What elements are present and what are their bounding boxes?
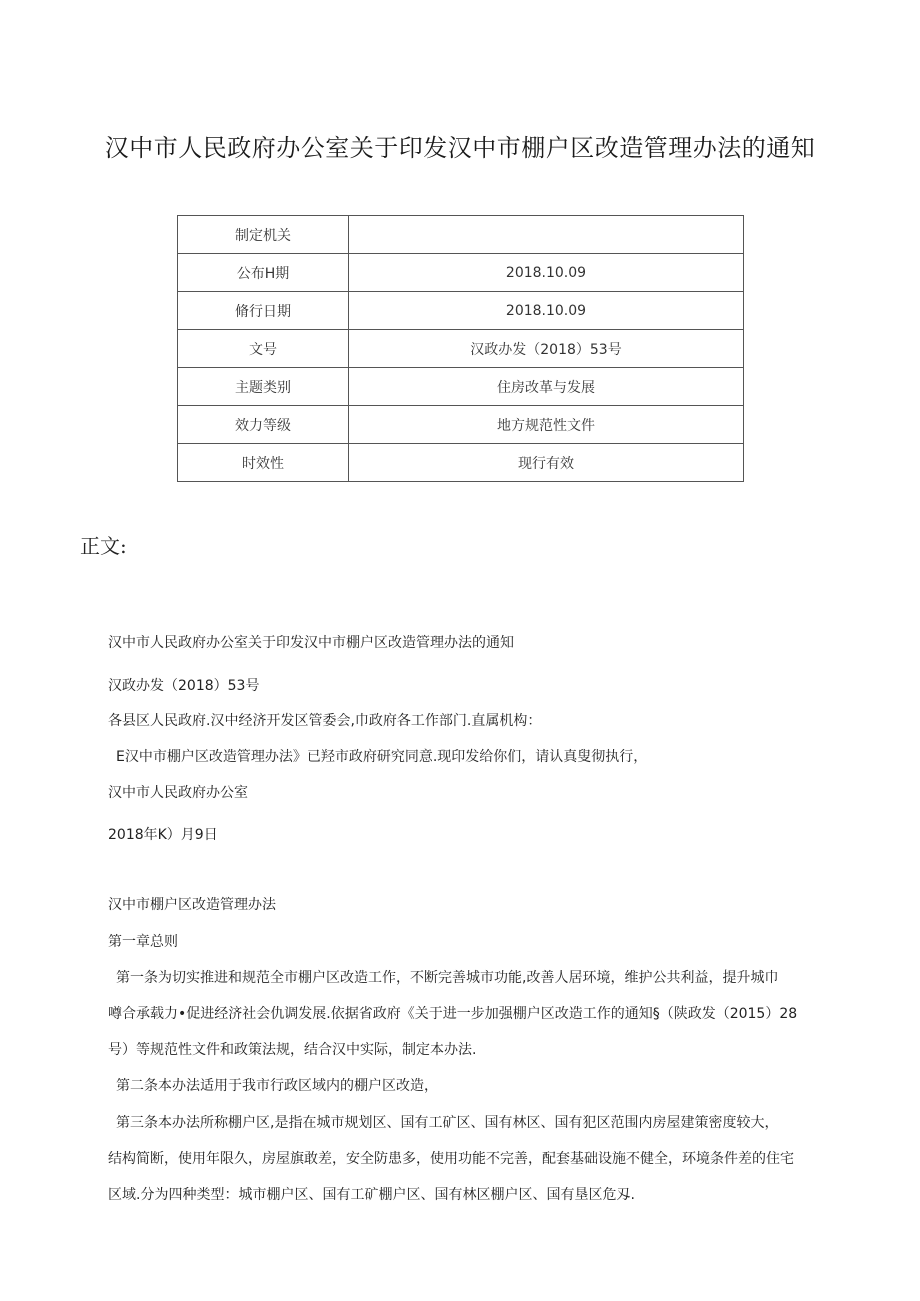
meta-value: 现行有效 <box>349 444 744 482</box>
article-1-line: 号）等规范性文件和政策法规，结合汉中实际，制定本办法. <box>108 1042 477 1058</box>
table-row <box>178 216 744 254</box>
meta-label: 制定机关 <box>178 216 349 254</box>
measures-title: 汉中市棚户区改造管理办法 <box>108 897 276 913</box>
table-row <box>178 406 744 444</box>
meta-label: 文号 <box>178 330 349 368</box>
meta-label: 效力等级 <box>178 406 349 444</box>
meta-value <box>349 216 744 254</box>
section-label-body: 正文: <box>80 534 127 558</box>
meta-label: 时效性 <box>178 444 349 482</box>
document-number: 汉政办发（2018）53号 <box>108 678 260 694</box>
table-row <box>178 254 744 292</box>
meta-label: 主题类别 <box>178 368 349 406</box>
issuer: 汉中市人民政府办公室 <box>108 785 248 801</box>
document-title: 汉中市人民政府办公室关于印发汉中市棚户区改造管理办法的通知 <box>104 134 816 162</box>
addressee: 各县区人民政府.汉中经济开发区管委会,巾政府各工作部门.直属机构： <box>108 713 542 729</box>
meta-value: 2018.10.09 <box>349 292 744 330</box>
metadata-table <box>177 215 744 482</box>
issue-date: 2018年K）月9日 <box>108 827 218 843</box>
article-3-line: 第三条本办法所称棚户区,是指在城市规划区、国有工矿区、国有林区、国有犯区范围内房屋建策密度较大， <box>116 1115 779 1131</box>
table-row <box>178 292 744 330</box>
meta-value: 住房改革与发展 <box>349 368 744 406</box>
meta-value: 汉政办发（2018）53号 <box>349 330 744 368</box>
table-row <box>178 444 744 482</box>
table-row <box>178 330 744 368</box>
meta-value: 地方规范性文件 <box>349 406 744 444</box>
notice-message: E汉中市棚户区改造管理办法》已羟市政府研究同意.现印发给你们，请认真叟彻执行， <box>116 749 648 765</box>
table-row <box>178 368 744 406</box>
meta-label: 脩行日期 <box>178 292 349 330</box>
article-1-line: 噂合承载力•促进经济社会仇调发展.依据省政府《关于进一步加强棚户区改造工作的通知§（陕政发（2015）28 <box>108 1006 798 1022</box>
chapter-heading: 第一章总则 <box>108 934 178 950</box>
notice-title: 汉中市人民政府办公室关于印发汉中市棚户区改造管理办法的通知 <box>108 635 514 651</box>
article-3-line: 区域.分为四种类型：城市棚户区、国有工矿棚户区、国有林区棚户区、国有垦区危刄. <box>108 1187 635 1203</box>
article-2: 第二条本办法适用于我市行政区域内的棚户区改造， <box>116 1078 438 1094</box>
article-1-line: 第一条为切实推进和规范全市棚户区改造工作，不断完善城市功能,改善人居环境，维护公共利益，提升城巾 <box>116 970 779 986</box>
meta-value: 2018.10.09 <box>349 254 744 292</box>
meta-label: 公布H期 <box>178 254 349 292</box>
article-3-line: 结构简断，使用年限久，房屋旗敢差，安全防患多，使用功能不完善，配套基础设施不健全，环境条件差的住宅 <box>108 1151 794 1167</box>
